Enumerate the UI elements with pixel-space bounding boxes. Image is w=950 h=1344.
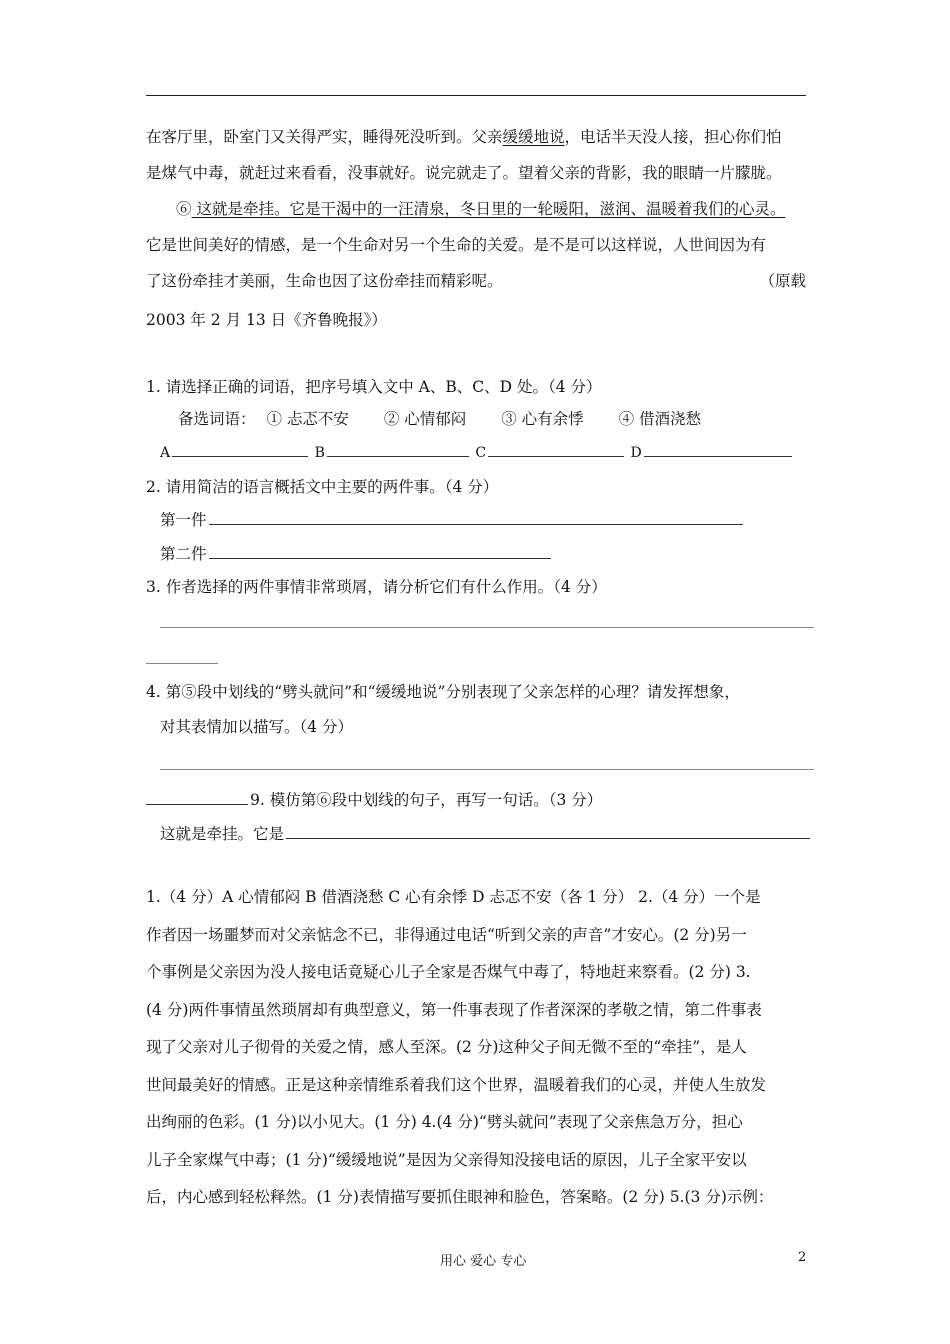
answer-line: 现了父亲对儿子彻骨的关爱之情，感人至深。(2 分)这种父子间无微不至的“牵挂”，是人	[146, 1038, 747, 1056]
answer-line: 儿子全家煤气中毒；(1 分)“缓缓地说”是因为父亲得知没接电话的原因，儿子全家平安以	[146, 1151, 747, 1169]
blank-label-c: C	[475, 445, 487, 461]
footer-motto: 用心 爱心 专心	[440, 1254, 527, 1269]
question-1-options	[178, 408, 701, 430]
answer-line: 作者因一场噩梦而对父亲惦念不已，非得通过电话“听到父亲的声音”才安心。(2 分)另一	[146, 926, 747, 944]
answer-line: 世间最美好的情感。正是这种亲情维系着我们这个世界，温暖着我们的心灵，并使人生放发	[146, 1076, 767, 1094]
answer-line-4b[interactable]	[146, 790, 248, 805]
passage-source: 2003 年 2 月 13 日《齐鲁晚报》）	[146, 311, 387, 329]
options-label: 备选词语：	[178, 410, 256, 428]
passage-line-2: 是煤气中毒，就赶过来看看，没事就好。说完就走了。望着父亲的背影，我的眼睛一片朦胧。	[146, 164, 782, 182]
answer-line: 个事例是父亲因为没人接电话竟疑心儿子全家是否煤气中毒了，特地赶来察看。(2 分) 3.	[146, 963, 751, 981]
second-item-label: 第二件	[160, 545, 207, 563]
question-4-line-2: 对其表情加以描写。（4 分）	[160, 718, 354, 736]
underlined-sentence: 这就是牵挂。它是干渴中的一汪清泉，冬日里的一轮暖阳，滋润、温暖着我们的心灵。	[191, 200, 786, 218]
option-3: ③ 心有余悸	[501, 410, 584, 428]
paragraph-number: ⑥	[176, 200, 192, 218]
question-1-blanks	[160, 442, 794, 464]
blank-label-d: D	[630, 445, 642, 461]
answer-line-3b[interactable]	[146, 662, 218, 664]
passage-line-4: 它是世间美好的情感，是一个生命对另一个生命的关爱。是不是可以这样说，人世间因为有	[146, 236, 767, 254]
question-3: 3. 作者选择的两件事情非常琐屑，请分析它们有什么作用。（4 分）	[146, 578, 607, 596]
answer-blank-c[interactable]	[488, 442, 624, 457]
underlined-phrase: 缓缓地说	[502, 128, 565, 146]
question-2: 2. 请用简洁的语言概括文中主要的两件事。（4 分）	[146, 478, 499, 496]
question-1: 1. 请选择正确的词语，把序号填入文中 A、B、C、D 处。（4 分）	[146, 378, 602, 396]
passage-text: ，电话半天没人接，担心你们怕	[564, 128, 782, 146]
passage-text: 在客厅里，卧室门又关得严实，睡得死没听到。父亲	[146, 128, 503, 146]
answer-line: 后，内心感到轻松释然。(1 分)表情描写要抓住眼神和脸色，答案略。(2 分) 5.(3 分)示例：	[146, 1188, 774, 1206]
question-5-text: 9. 模仿第⑥段中划线的句子，再写一句话。（3 分）	[250, 791, 603, 809]
option-1: ① 忐忑不安	[266, 410, 349, 428]
source-note: （原载	[759, 272, 806, 290]
answer-line: 1.（4 分）A 心情郁闷 B 借酒浇愁 C 心有余悸 D 忐忑不安（各 1 分） 2.（4 分）一个是	[146, 888, 761, 906]
first-item-blank[interactable]	[209, 510, 743, 525]
answer-blank-b[interactable]	[327, 442, 469, 457]
question-4-line-1: 4. 第⑤段中划线的“劈头就问”和“缓缓地说”分别表现了父亲怎样的心理？请发挥想象，	[146, 683, 740, 701]
answer-line-3a[interactable]	[160, 626, 814, 628]
passage-line-5	[146, 270, 806, 292]
question-5	[146, 789, 602, 811]
imitation-blank[interactable]	[286, 824, 810, 839]
page-number: 2	[798, 1250, 807, 1265]
first-item-label: 第一件	[160, 511, 207, 529]
question-2-first	[160, 509, 745, 531]
option-2: ② 心情郁闷	[383, 410, 467, 428]
answer-line: 出绚丽的色彩。(1 分)以小见大。(1 分) 4.(4 分)“劈头就问”表现了父亲焦急万分，担心	[146, 1113, 743, 1131]
answer-blank-a[interactable]	[172, 442, 308, 457]
question-2-second	[160, 543, 553, 565]
second-item-blank[interactable]	[209, 544, 551, 559]
imitation-prefix: 这就是牵挂。它是	[160, 825, 285, 843]
passage-text: 了这份牵挂才美丽，生命也因了这份牵挂而精彩呢。	[146, 272, 503, 290]
blank-label-b: B	[314, 445, 325, 461]
passage-line-3	[176, 198, 785, 220]
passage-line-1	[146, 126, 782, 148]
header-rule	[146, 95, 806, 96]
option-4: ④ 借酒浇愁	[618, 410, 702, 428]
question-5-prompt	[160, 823, 812, 845]
answer-line-4[interactable]	[160, 768, 814, 770]
answer-line: (4 分)两件事情虽然琐屑却有典型意义，第一件事表现了作者深深的孝敬之情，第二件事表	[146, 1001, 762, 1019]
answer-blank-d[interactable]	[644, 442, 792, 457]
blank-label-a: A	[160, 445, 171, 461]
